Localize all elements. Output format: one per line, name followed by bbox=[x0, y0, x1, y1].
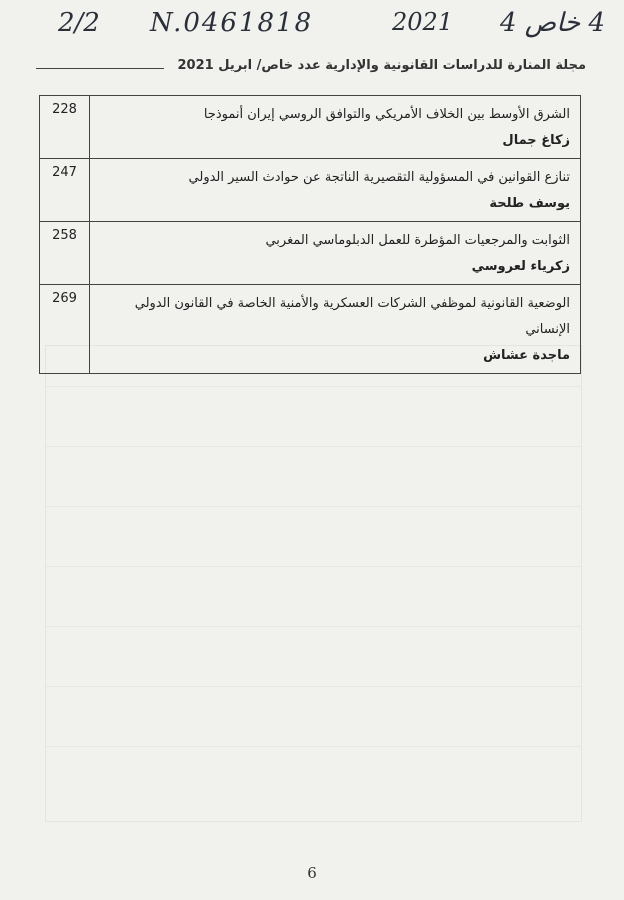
article-author: زكاغ جمال bbox=[502, 133, 570, 148]
page-number-cell: 258 bbox=[40, 222, 90, 285]
toc-entry bbox=[90, 96, 581, 159]
bleed-through-table bbox=[45, 345, 582, 822]
toc-entry bbox=[90, 159, 581, 222]
handwritten-note: 4 خاص 4 bbox=[500, 8, 606, 38]
toc-row bbox=[40, 96, 581, 159]
article-title: تنازع القوانين في المسؤولية التقصيرية الناتجة عن حوادث السير الدولي bbox=[188, 170, 570, 185]
article-author: زكرياء لعروسي bbox=[471, 259, 570, 274]
article-title: الشرق الأوسط بين الخلاف الأمريكي والتوافق الروسي إيران أنموذجا bbox=[203, 107, 570, 122]
handwritten-year: 2021 bbox=[392, 8, 454, 36]
handwritten-page-fraction: 2/2 bbox=[58, 8, 100, 38]
article-author: يوسف طلحة bbox=[489, 196, 570, 211]
article-title: الثوابت والمرجعيات المؤطرة للعمل الدبلوماسي المغربي bbox=[265, 233, 570, 248]
page-number-cell: 228 bbox=[40, 96, 90, 159]
article-author: ماجدة عشاش bbox=[483, 348, 570, 363]
handwritten-code: N‎.‎0461818 bbox=[150, 8, 314, 38]
journal-title: مجلة المنارة للدراسات القانونية والإدارية عدد خاص/ ابريل 2021 bbox=[177, 58, 586, 73]
page-number-cell: 247 bbox=[40, 159, 90, 222]
toc-row bbox=[40, 222, 581, 285]
table-of-contents bbox=[39, 95, 581, 374]
toc-row bbox=[40, 159, 581, 222]
page-number-cell: 269 bbox=[40, 285, 90, 374]
journal-header bbox=[36, 56, 586, 78]
page-number: 6 bbox=[307, 864, 317, 882]
toc-entry bbox=[90, 285, 581, 374]
toc-entry bbox=[90, 222, 581, 285]
toc-row bbox=[40, 285, 581, 374]
header-rule bbox=[36, 68, 164, 69]
article-title: الوضعية القانونية لموظفي الشركات العسكرية والأمنية الخاصة في القانون الدولي الإنساني bbox=[134, 296, 570, 337]
